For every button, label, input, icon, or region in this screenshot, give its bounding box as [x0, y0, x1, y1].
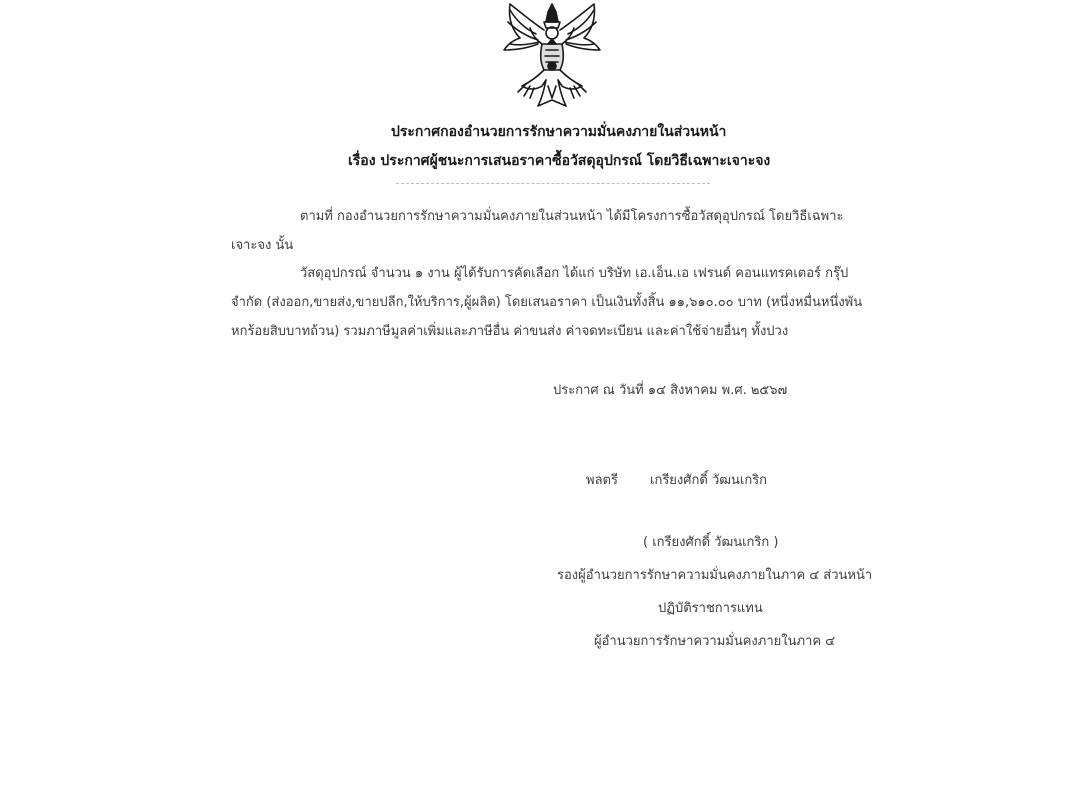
announcement-title: ประกาศกองอำนวยการรักษาความมั่นคงภายในส่วนหน้า [391, 124, 727, 140]
announcement-subject: เรื่อง ประกาศผู้ชนะการเสนอราคาซื้อวัสดุอุปกรณ์ โดยวิธีเฉพาะเจาะจง [348, 153, 771, 169]
signer-printed-name: ( เกรียงศักดิ์ วัฒนเกริก ) [643, 535, 779, 550]
signer-authority: ผู้อำนวยการรักษาความมั่นคงภายในภาค ๔ [594, 634, 836, 649]
garuda-emblem-icon [496, 0, 608, 112]
signer-position: รองผู้อำนวยการรักษาความมั่นคงภายในภาค ๔ ส่วนหน้า [557, 568, 873, 583]
paragraph-2-line-1: วัสดุอุปกรณ์ จำนวน ๑ งาน ผู้ได้รับการคัดเลือก ได้แก่ บริษัท เอ.เอ็น.เอ เฟรนด์ คอนแทรคเตอร์ กรุ๊ป [300, 266, 849, 281]
paragraph-1-line-1: ตามที่ กองอำนวยการรักษาความมั่นคงภายในส่วนหน้า ได้มีโครงการซื้อวัสดุอุปกรณ์ โดยวิธีเฉพาะ [300, 209, 844, 224]
announcement-date: ประกาศ ณ วันที่ ๑๔ สิงหาคม พ.ศ. ๒๕๖๗ [553, 383, 788, 398]
signer-signature: เกรียงศักดิ์ วัฒนเกริก [650, 473, 768, 488]
title-divider [396, 183, 710, 184]
signer-rank: พลตรี [586, 473, 618, 488]
paragraph-1-line-2: เจาะจง นั้น [231, 238, 294, 253]
acting-on-behalf: ปฏิบัติราชการแทน [658, 601, 763, 616]
paragraph-2-line-3: หกร้อยสิบบาทถ้วน) รวมภาษีมูลค่าเพิ่มและภาษีอื่น ค่าขนส่ง ค่าจดทะเบียน และค่าใช้จ่ายอื่นๆ ทั้งปวง [231, 324, 789, 339]
paragraph-2-line-2: จำกัด (ส่งออก,ขายส่ง,ขายปลีก,ให้บริการ,ผู้ผลิต) โดยเสนอราคา เป็นเงินทั้งสิ้น ๑๑,๖๑๐.๐๐ บาท (หนึ่งหมื่นหนึ่งพัน [231, 295, 863, 310]
